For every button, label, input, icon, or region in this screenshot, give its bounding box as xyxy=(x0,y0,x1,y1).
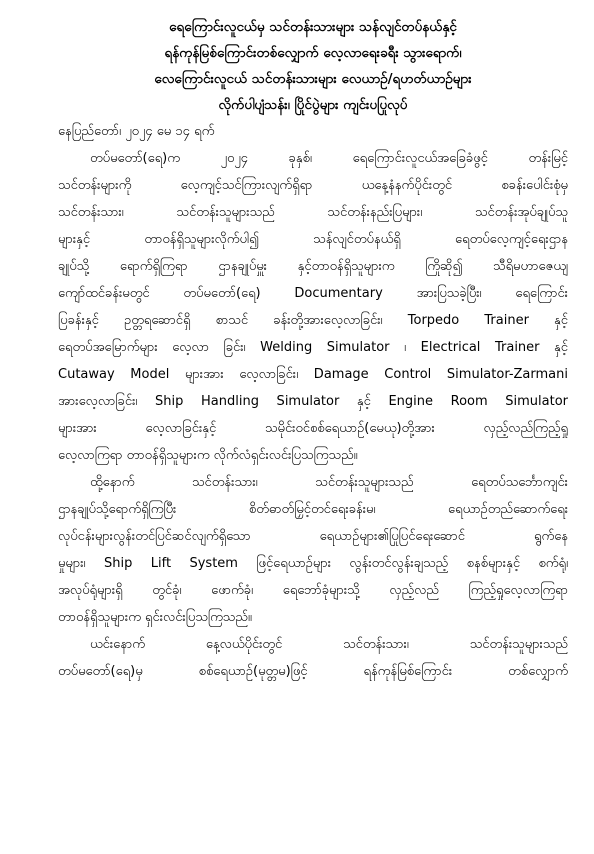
headline-line-1: ရေကြောင်းလူငယ်မှ သင်တန်းသားများ သန်လျင်တပ်နယ်နှင့် xyxy=(169,19,457,35)
paragraph-1-line-8: ရေတပ်အမြောက်များ လေ့လာ ခြင်း၊ Welding Simulator ၊ Electrical Trainer နှင့် xyxy=(58,340,568,355)
paragraph-1 xyxy=(58,145,568,469)
dateline: နေပြည်တော်၊ ၂၀၂၄ မေ ၁၄ ရက် xyxy=(58,124,215,139)
paragraph-1-line-9: Cutaway Model များအား လေ့လာခြင်း၊ Damage Control Simulator-Zarmani xyxy=(58,367,568,382)
paragraph-1-line-10: အားလေ့လာခြင်း၊ Ship Handling Simulator နှင့် Engine Room Simulator xyxy=(58,394,568,409)
paragraph-3 xyxy=(58,631,568,685)
paragraph-1-line-2: သင်တန်းများကို လေ့ကျင့်သင်ကြားလျက်ရှိရာ ယနေ့နံနက်ပိုင်းတွင် စခန်းပေါင်းစုံမှ xyxy=(58,178,568,193)
headline xyxy=(58,14,568,118)
paragraph-3-line-1: ယင်းနောက် နေ့လယ်ပိုင်းတွင် သင်တန်းသား၊ သင်တန်းသူများသည် xyxy=(90,637,568,652)
paragraph-1-line-3: သင်တန်းသား၊ သင်တန်းသူများသည် သင်တန်းနည်းပြများ၊ သင်တန်းအုပ်ချုပ်သူ xyxy=(58,205,568,220)
paragraph-1-line-5: ချုပ်သို့ ရောက်ရှိကြရာ ဌာနချုပ်မှူး နှင့်တာဝန်ရှိသူများက ကြိုဆို၍ သီရိမဟာဇေယျ xyxy=(58,259,568,274)
paragraph-2-line-3: လုပ်ငန်းများလွန်းတင်ပြင်ဆင်လျက်ရှိသော ရေယာဉ်များ၏ပြုပြင်ရေးဆောင် ရွက်နေ xyxy=(58,529,568,544)
headline-line-4: လိုက်ပါပျံသန်း၊ ပြိုင်ပွဲများ ကျင်းပပြုလုပ် xyxy=(218,97,408,113)
paragraph-1-line-6: ကျော်ထင်ခန်းမတွင် တပ်မတော်(ရေ) Documentary အားပြသခဲ့ပြီး၊ ရေကြောင်း xyxy=(58,286,568,301)
headline-line-3: လေကြောင်းလူငယ် သင်တန်းသားများ လေယာဉ်/ရဟတ်ယာဉ်များ xyxy=(154,71,472,87)
paragraph-2-line-4: မှုများ၊ Ship Lift System ဖြင့်ရေယာဉ်များ လွန်းတင်လွန်းချသည့် စနစ်များနှင့် စက်ရုံ၊ xyxy=(58,556,568,571)
paragraph-2-line-5: အလုပ်ရုံများရှိ တွင်ခုံ၊ ဖောက်ခုံ၊ ရေဘော်ခုံများသို့ လှည့်လည် ကြည့်ရှုလေ့လာကြရာ xyxy=(58,583,568,598)
paragraph-2 xyxy=(58,469,568,631)
headline-line-2: ရန်ကုန်မြစ်ကြောင်းတစ်လျှောက် လေ့လာရေးခရီး သွားရောက်၊ xyxy=(164,45,462,61)
paragraph-1-line-1: တပ်မတော်(ရေ)က ၂၀၂၄ ခုနှစ်၊ ရေကြောင်းလူငယ်အခြေခံဖွင့် တန်းမြင့် xyxy=(90,151,568,166)
paragraph-2-line-6: တာဝန်ရှိသူများက ရှင်းလင်းပြသကြသည်။ xyxy=(58,610,252,625)
paragraph-1-line-11: များအား လေ့လာခြင်းနှင့် သမိုင်းဝင်စစ်ရေယာဉ်(မေယု)တို့အား လှည့်လည်ကြည့်ရှု xyxy=(58,421,568,436)
paragraph-2-line-2: ဌာနချုပ်သို့ရောက်ရှိကြပြီး စိတ်ဓာတ်မြှင့်တင်ရေးခန်းမ၊ ရေယာဉ်တည်ဆောက်ရေး xyxy=(58,502,568,517)
paragraph-1-line-7: ပြခန်းနှင့် ဥတ္တရဆောင်ရှိ စာသင် ခန်းတို့အားလေ့လာခြင်း၊ Torpedo Trainer နှင့် xyxy=(58,313,568,328)
paragraph-1-line-12: လေ့လာကြရာ တာဝန်ရှိသူများက လိုက်လံရှင်းလင်းပြသကြသည်။ xyxy=(58,448,358,463)
paragraph-2-line-1: ထို့နောက် သင်တန်းသား၊ သင်တန်းသူများသည် ရေတပ်သင်္ဘောကျင်း xyxy=(90,475,568,490)
paragraph-3-line-2: တပ်မတော်(ရေ)မှ စစ်ရေယာဉ်(မုတ္တမ)ဖြင့် ရန်ကုန်မြစ်ကြောင်း တစ်လျှောက် xyxy=(58,664,568,679)
paragraph-1-line-4: များနှင့် တာဝန်ရှိသူများလိုက်ပါ၍ သန်လျင်တပ်နယ်ရှိ ရေတပ်လေ့ကျင့်ရေးဌာန xyxy=(58,232,568,247)
